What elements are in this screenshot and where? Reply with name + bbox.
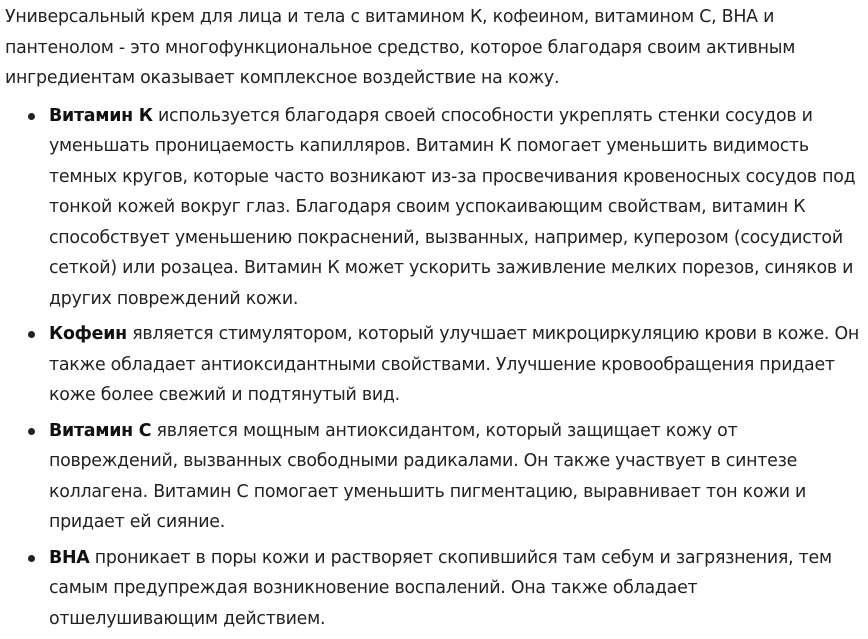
- list-item-vitamin-k: [5, 101, 865, 315]
- ingredient-description: является мощным антиоксидантом, который защищает кожу от повреждений, вызванных свободными радикалами. Он также участвует в синтезе коллагена. Витамин С помогает уменьшить пигментацию, выравнивает тон кожи и придает ей сияние.: [49, 420, 807, 532]
- ingredient-term: Витамин С: [49, 420, 152, 441]
- list-item-vitamin-c: [5, 416, 865, 538]
- list-item-bha: [5, 543, 865, 635]
- bullet-icon: [28, 428, 35, 435]
- bullet-icon: [28, 113, 35, 120]
- ingredient-list: [5, 101, 865, 635]
- bullet-icon: [28, 331, 35, 338]
- bullet-icon: [28, 555, 35, 562]
- ingredient-description: является стимулятором, который улучшает микроциркуляцию крови в коже. Он также обладает антиоксидантными свойствами. Улучшение кровообращения придает коже более свежий и подтянутый вид.: [49, 324, 860, 405]
- intro-paragraph: Универсальный крем для лица и тела с витамином К, кофеином, витамином С, BHA и пантенолом - это многофункциональное средство, которое благодаря своим активным ингредиентам оказывает комплексное воздействие на кожу.: [5, 7, 796, 88]
- ingredient-term: Витамин К: [49, 105, 153, 126]
- ingredient-term: BHA: [49, 547, 90, 568]
- ingredient-description: используется благодаря своей способности укреплять стенки сосудов и уменьшать проницаемость капилляров. Витамин К помогает уменьшить видимость темных кругов, которые часто возникают из-за просвечивания кровеносных сосудов под тонкой кожей вокруг глаз. Благодаря своим успокаивающим свойствам, витамин К способствует уменьшению покраснений, вызванных, например, куперозом (сосудистой сеткой) или розацеа. Витамин К может ускорить заживление мелких порезов, синяков и других повреждений кожи.: [49, 105, 856, 309]
- article-body: [5, 0, 865, 639]
- list-item-caffeine: [5, 319, 865, 411]
- ingredient-term: Кофеин: [49, 324, 127, 344]
- ingredient-description: проникает в поры кожи и растворяет скопившийся там себум и загрязнения, тем самым предупреждая возникновение воспалений. Она также обладает отшелушивающим действием.: [49, 547, 832, 629]
